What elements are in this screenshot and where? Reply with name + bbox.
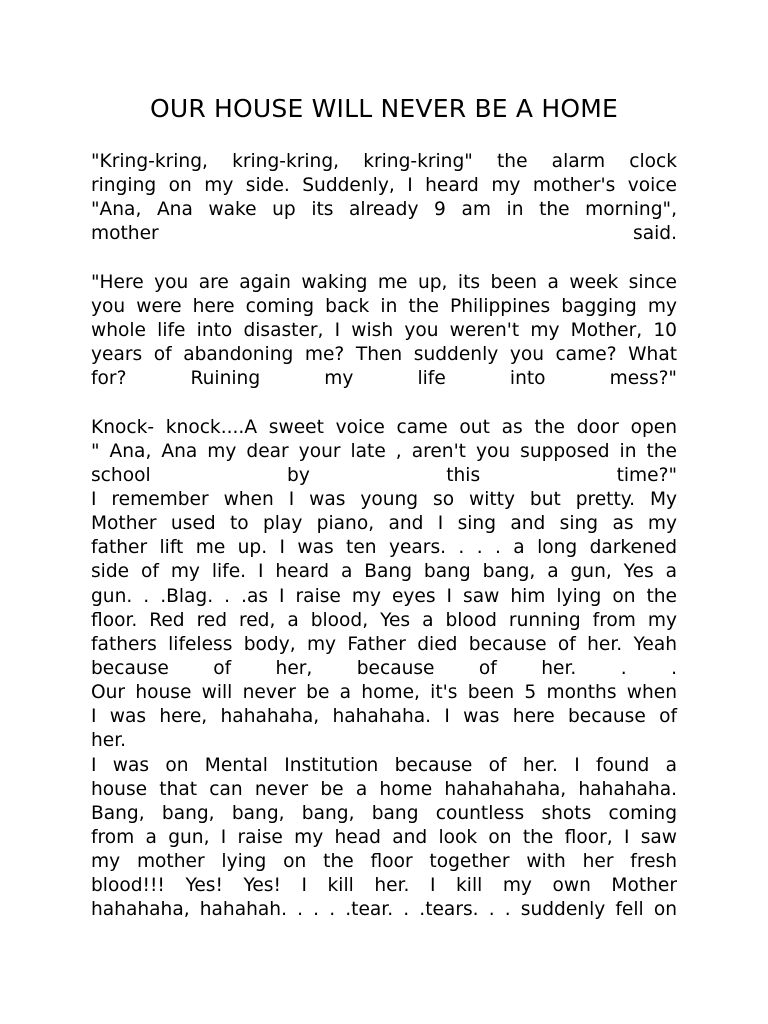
text-line: Our house will never be a home, it's been 5 months when [91,682,677,704]
text-line: side of my life. I heard a Bang bang bang, a gun, Yes a [91,561,677,583]
text-line: "Kring-kring, kring-kring, kring-kring" the alarm clock [91,151,677,172]
text-line: because of her, because of her. . . [91,657,677,679]
text-line: I remember when I was young so witty but pretty. My [91,488,677,510]
text-line: I was on Mental Institution because of her. I found a [91,754,677,776]
text-line: " Ana, Ana my dear your late , aren't you supposed in the [91,440,677,462]
text-line: years of abandoning me? Then suddenly you came? What [91,344,677,366]
text-line: you were here coming back in the Philippines bagging my [91,295,677,317]
document-body [91,150,677,923]
text-line: mother said. [91,223,677,245]
paragraph-gap [91,247,677,271]
text-line: ringing on my side. Suddenly, I heard my mother's voice [91,175,677,197]
paragraph-gap [91,391,677,415]
text-line: gun. . .Blag. . .as I raise my eyes I saw him lying on the [91,585,677,607]
text-line: my mother lying on the floor together with her fresh [91,851,677,873]
text-line: fathers lifeless body, my Father died because of her. Yeah [91,633,677,655]
text-line: blood!!! Yes! Yes! I kill her. I kill my own Mother [91,875,677,897]
text-line: Knock- knock....A sweet voice came out as the door open [91,416,677,438]
text-line: hahahaha, hahahah. . . . .tear. . .tears. . . suddenly fell on [91,899,677,921]
document-title: OUR HOUSE WILL NEVER BE A HOME [149,94,619,123]
text-line: father lift me up. I was ten years. . . . a long darkened [91,537,677,559]
text-line: for? Ruining my life into mess?" [91,368,677,390]
text-line: house that can never be a home hahahahaha, hahahaha. [91,778,677,800]
text-line: Bang, bang, bang, bang, bang countless shots coming [91,802,677,824]
text-line: "Here you are again waking me up, its been a week since [91,271,677,293]
text-line: school by this time?" [91,464,677,486]
text-line: whole life into disaster, I wish you weren't my Mother, 10 [91,319,677,341]
text-line: Mother used to play piano, and I sing and sing as my [91,513,677,535]
text-line: from a gun, I raise my head and look on the floor, I saw [91,826,677,848]
text-line: "Ana, Ana wake up its already 9 am in the morning", [91,199,677,221]
text-line: her. [91,730,127,752]
text-line: floor. Red red red, a blood, Yes a blood running from my [91,609,677,631]
text-line: I was here, hahahaha, hahahaha. I was here because of [91,706,677,728]
